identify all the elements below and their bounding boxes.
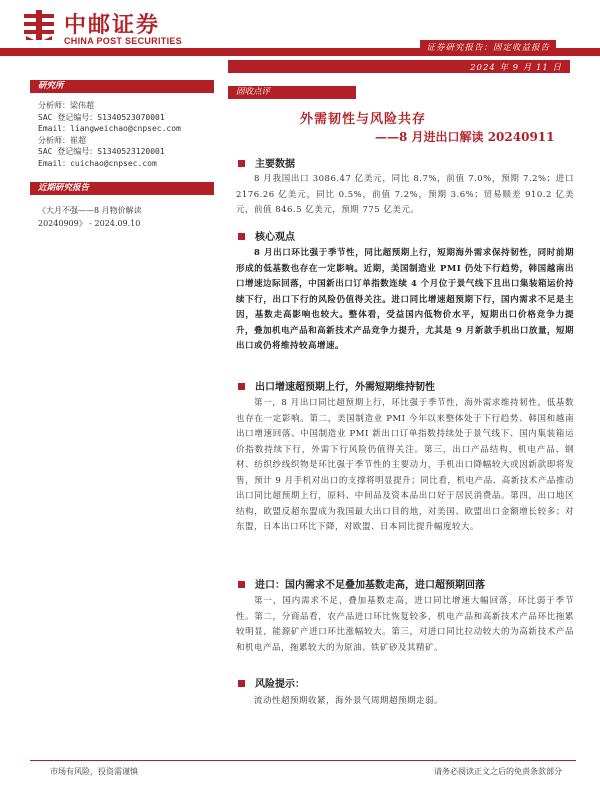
report-title: 外需韧性与风险共存 [300,112,427,127]
analyst-email[interactable]: Email：liangweichao@cnpsec.com [38,124,181,133]
bullet-square-icon [238,160,245,167]
bullet-square-icon [238,581,245,588]
recent-report-item[interactable] [38,204,218,230]
logo-mark-icon [22,8,56,42]
recent-report-line: 20240909》 - 2024.09.10 [38,219,141,228]
section-paragraph: 第一，国内需求不足，叠加基数走高，进口同比增速大幅回落，环比弱于季节性。第二，分商品看，农产品进口环比恢复较多，机电产品和高新技术产品环比拖累较明显，能源矿产进口环比涨幅较大。第三，对进口同比拉动较大的为高新技术产品和机电产品，拖累较大的为原油、铁矿砂及其精矿。 [236,596,574,653]
logo-english-text: CHINA POST SECURITIES [64,36,182,46]
section-heading: 进口：国内需求不足叠加基数走高，进口超预期回落 [238,576,485,591]
footer-divider [30,760,576,761]
section-heading: 主要数据 [238,155,295,170]
analyst-line: SAC 登记编号：S1340523070001 [38,112,165,122]
analyst-heading: 研究所 [30,80,214,93]
recent-report-line: 《大月不强——8 月物价解读 [38,206,142,215]
section-heading: 出口增速超预期上行，外需短期维持韧性 [238,378,435,393]
analyst-info [38,100,181,169]
company-logo [22,6,182,50]
section-heading: 风险提示： [238,675,305,690]
bullet-square-icon [238,680,245,687]
recent-reports-heading: 近期研究报告 [30,182,214,195]
bullet-square-icon [238,233,245,240]
footer-disclaimer-right: 请务必阅读正文之后的免责条款部分 [434,767,562,776]
bullet-square-icon [238,383,245,390]
section-paragraph: 8 月出口环比强于季节性，同比超预期上行，短期海外需求保持韧性，同时前期形成的低基数也存在一定影响。近期，美国制造业 PMI 仍处下行趋势，韩国越南出口增速边际回落，中国新出口订单指数连续 4 个月位于景气线下且出口集装箱运价持续下行，出口下行的风险仍值得关注。进口同比增速超预期下行，国内需求不足是主因，基数走高影响也较大。整体看，受益国内低物价水平，短期出口价格竞争力提升，叠加机电产品和高新技术产品竞争力提升，尤其是 9 月新款手机出口放量，短期出口或仍将维持较高增速。 [236,248,574,351]
analyst-line: 分析师：崔超 [38,135,86,145]
report-date: 2024 年 9 月 11 日 [470,63,562,73]
section-heading: 核心观点 [238,228,295,243]
section-paragraph: 8 月我国出口 3086.47 亿美元，同比 8.7%，前值 7.0%，预期 7.2%；进口 2176.26 亿美元，同比 0.5%，前值 7.2%，预期 3.6%；贸易顺差 910.2 亿美元，前值 846.5 亿美元，预期 775 亿美元。 [236,174,574,215]
report-type-label: 证券研究报告：固定收益报告 [420,40,556,54]
analyst-line: 分析师：梁伟超 [38,101,94,110]
date-bar [228,60,570,73]
section-paragraph: 流动性超预期收紧，海外景气周期超预期走弱。 [254,696,444,706]
footer-disclaimer-left: 市场有风险，投资需谨慎 [50,767,138,776]
analyst-line: SAC 登记编号：S1340523120001 [38,147,165,156]
analyst-email[interactable]: Email：cuichao@cnpsec.com [38,158,157,168]
report-subtitle: ——8 月进出口解读 20240911 [375,130,555,144]
logo-chinese-text: 中邮证券 [64,13,161,38]
report-tag: 固收点评 [228,86,356,99]
section-paragraph: 第一，8 月出口同比超预期上行，环比强于季节性，海外需求维持韧性，低基数也存在一定影响。第二，美国制造业 PMI 今年以来整体处于下行趋势、韩国和越南出口增速回落、中国制造业 PMI 新出口订单指数持续处于景气线下、国内集装箱运价指数持续下行，外需下行风险仍值得关注。第三，出口产品结构，机电产品、钢材、纺织纱线织物是环比强于季节性的主要动力，手机出口降幅较大或因新款即将发售，预计 9 月手机对出口的支撑将明显提升；同比看，机电产品、高新技术产品推动出口同比超预期上行，原料、中间品及资本品出口好于居民消费品。第四，出口地区结构，欧盟反超东盟成为我国最大出口目的地，对美国、欧盟出口金额增长较多；对东盟，日本出口环比下降，对欧盟、日本同比提升幅度较大。 [236,398,574,532]
